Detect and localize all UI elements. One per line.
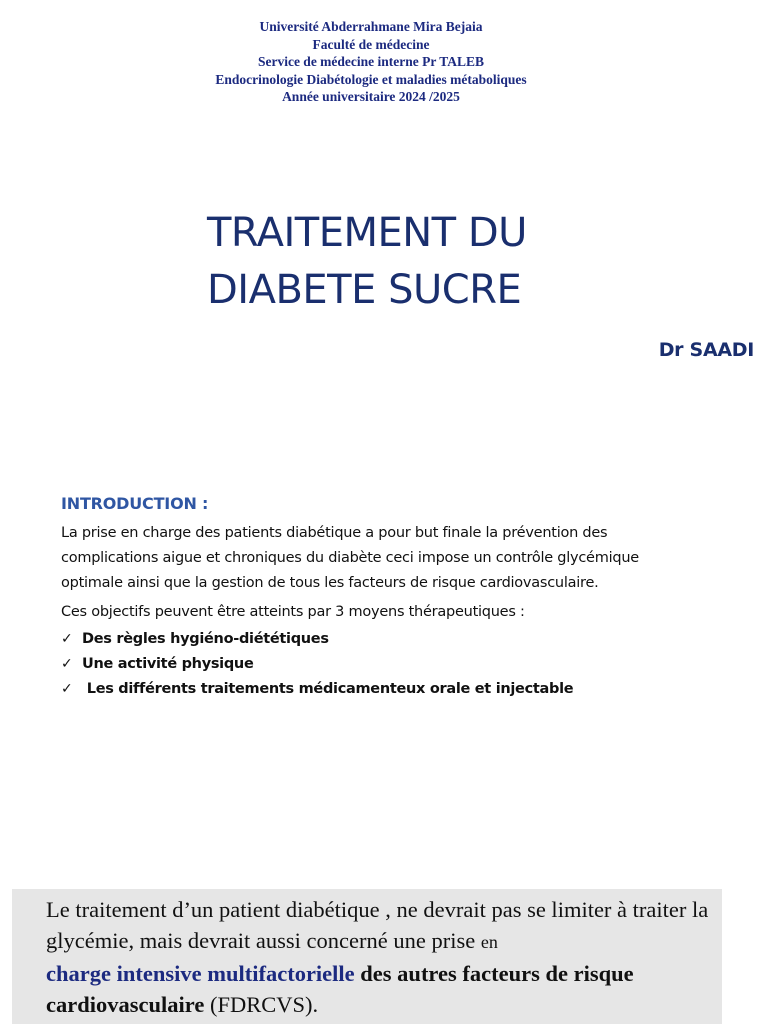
list-item <box>61 652 701 677</box>
header-faculty: Faculté de médecine <box>312 36 430 52</box>
title-line-1: TRAITEMENT DU <box>207 210 527 256</box>
callout-part-2: en <box>480 932 498 952</box>
author-name: Dr SAADI <box>658 339 754 361</box>
callout-highlight: charge intensive multifactorielle <box>46 961 355 986</box>
objectives-text: Ces objectifs peuvent être atteints par 3 moyens thérapeutiques : <box>61 604 525 620</box>
header-academic-year: Année universitaire 2024 /2025 <box>282 89 460 105</box>
list-item-label: Des règles hygiéno-diététiques <box>82 631 329 647</box>
list-item-label: Les différents traitements médicamenteux orale et injectable <box>82 681 574 697</box>
callout-part-5: (FDRCVS). <box>204 992 319 1017</box>
document-title <box>207 205 527 319</box>
list-item-label: Une activité physique <box>82 656 254 672</box>
check-icon: ✓ <box>61 656 73 672</box>
callout-bold: des autres facteurs de risque cardiovasculaire <box>46 961 634 1017</box>
introduction-paragraph: La prise en charge des patients diabétique a pour but finale la prévention des complications aigue et chroniques du diabète ceci impose un contrôle glycémique optimale ainsi que la gestion de tous les facteurs de risque cardiovasculaire. <box>61 525 639 591</box>
introduction-section <box>61 494 701 702</box>
check-icon: ✓ <box>61 631 73 647</box>
callout-text <box>46 894 716 1020</box>
header-specialty: Endocrinologie Diabétologie et maladies métaboliques <box>215 71 527 87</box>
header-university: Université Abderrahmane Mira Bejaia <box>259 19 483 34</box>
introduction-heading: INTRODUCTION : <box>61 494 209 513</box>
header-service: Service de médecine interne Pr TALEB <box>257 54 485 70</box>
institution-header <box>0 18 742 106</box>
list-item <box>61 677 701 702</box>
check-icon: ✓ <box>61 681 73 697</box>
title-line-2: DIABETE SUCRE <box>207 267 522 313</box>
therapeutic-means-list <box>61 627 701 702</box>
callout-box <box>12 889 722 1024</box>
callout-part-1: Le traitement d’un patient diabétique , ne devrait pas se limiter à traiter la glycémie, mais devrait aussi concerné une prise <box>46 897 709 953</box>
list-item <box>61 627 701 652</box>
